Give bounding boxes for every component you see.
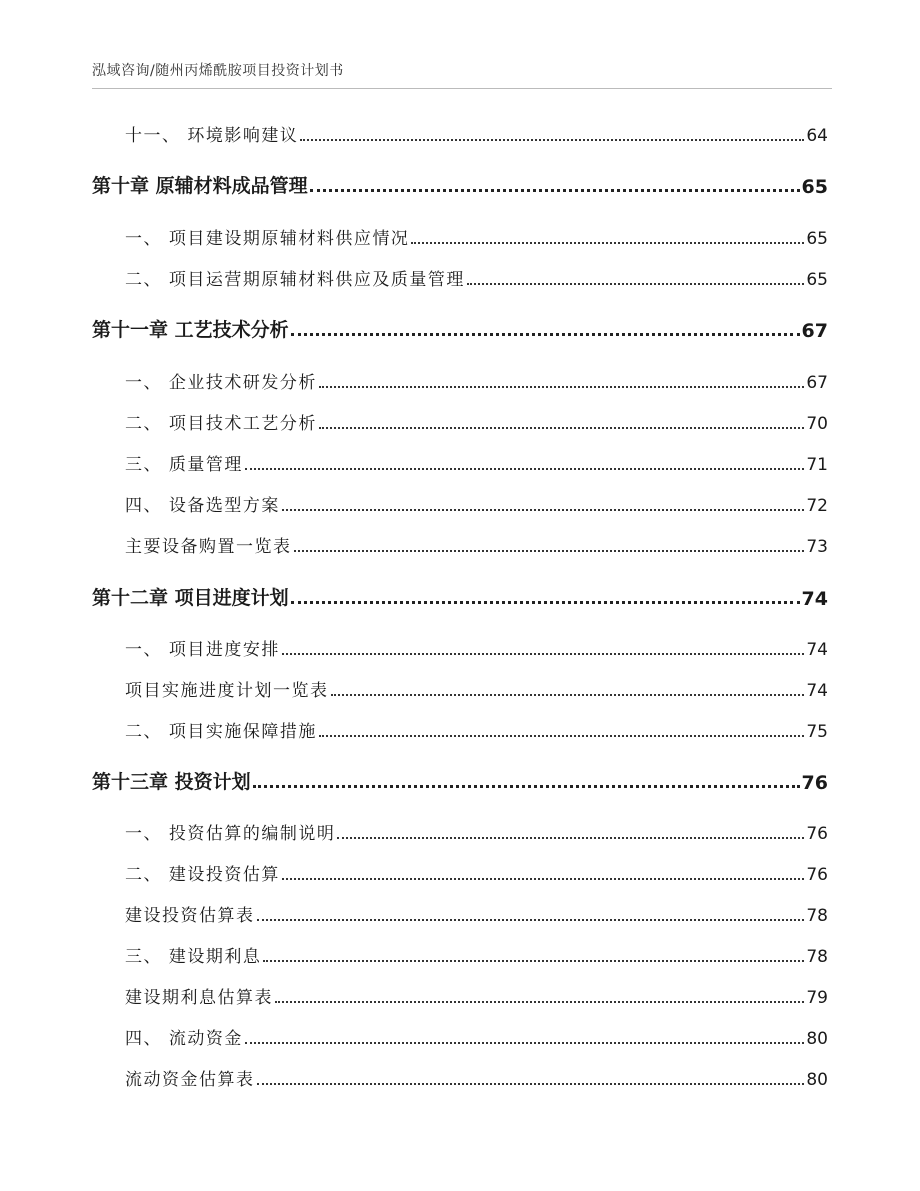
toc-entry-page: 65 [801, 176, 828, 198]
toc-entry-section[interactable] [125, 820, 828, 844]
toc-entry-label: 二、 项目运营期原辅材料供应及质量管理 [125, 270, 465, 290]
toc-entry-section[interactable] [125, 718, 828, 742]
toc-entry-label: 建设投资估算表 [125, 906, 255, 926]
dot-leader [282, 653, 804, 655]
dot-leader [253, 785, 800, 788]
dot-leader [294, 550, 805, 552]
toc-entry-page: 79 [806, 988, 828, 1008]
toc-entry-section[interactable] [125, 369, 828, 393]
toc-entry-label: 建设期利息估算表 [125, 988, 273, 1008]
toc-entry-label: 二、 项目实施保障措施 [125, 722, 317, 742]
toc-entry-section[interactable] [125, 861, 828, 885]
dot-leader [300, 139, 804, 141]
toc-entry-label: 项目实施进度计划一览表 [125, 681, 329, 701]
toc-entry-table[interactable] [125, 677, 828, 701]
toc-entry-section[interactable] [125, 410, 828, 434]
toc-entry-page: 72 [806, 496, 828, 516]
toc-entry-page: 78 [806, 906, 828, 926]
running-header: 泓域咨询/随州丙烯酰胺项目投资计划书 [92, 60, 832, 89]
toc-entry-section[interactable] [125, 943, 828, 967]
toc-entry-chapter[interactable] [92, 170, 828, 198]
toc-entry-table[interactable] [125, 533, 828, 557]
dot-leader [257, 1083, 805, 1085]
toc-entry-label: 二、 建设投资估算 [125, 865, 280, 885]
toc-entry-section[interactable] [125, 451, 828, 475]
toc-entry-page: 74 [801, 588, 828, 610]
toc-entry-page: 65 [806, 229, 828, 249]
toc-entry-label: 主要设备购置一览表 [125, 537, 292, 557]
toc-entry-label: 三、 建设期利息 [125, 947, 262, 967]
toc-entry-section[interactable] [125, 1025, 828, 1049]
toc-entry-page: 78 [806, 947, 828, 967]
toc-entry-label: 一、 项目进度安排 [125, 640, 280, 660]
toc-entry-label: 第十章 原辅材料成品管理 [92, 175, 308, 197]
toc-entry-section[interactable] [125, 266, 828, 290]
dot-leader [319, 427, 804, 429]
toc-entry-label: 流动资金估算表 [125, 1070, 255, 1090]
toc-entry-label: 一、 投资估算的编制说明 [125, 824, 336, 844]
toc-entry-section[interactable] [125, 636, 828, 660]
toc-entry-table[interactable] [125, 902, 828, 926]
toc-entry-page: 74 [806, 681, 828, 701]
dot-leader [275, 1001, 804, 1003]
dot-leader [257, 919, 805, 921]
dot-leader [310, 189, 800, 192]
toc-entry-page: 76 [806, 824, 828, 844]
toc-entry-page: 64 [806, 126, 828, 146]
dot-leader [319, 735, 804, 737]
dot-leader [337, 837, 804, 839]
toc-entry-page: 75 [806, 722, 828, 742]
toc-entry-page: 65 [806, 270, 828, 290]
toc-entry-page: 74 [806, 640, 828, 660]
dot-leader [282, 509, 804, 511]
toc-entry-page: 70 [806, 414, 828, 434]
toc-entry-page: 71 [806, 455, 828, 475]
dot-leader [245, 1042, 804, 1044]
toc-entry-label: 四、 流动资金 [125, 1029, 243, 1049]
toc-entry-table[interactable] [125, 1066, 828, 1090]
dot-leader [291, 601, 800, 604]
toc-entry-section[interactable] [125, 492, 828, 516]
toc-entry-chapter[interactable] [92, 582, 828, 610]
dot-leader [263, 960, 804, 962]
dot-leader [291, 333, 800, 336]
toc-entry-page: 80 [806, 1029, 828, 1049]
toc-entry-page: 67 [806, 373, 828, 393]
dot-leader [331, 694, 805, 696]
toc-entry-section[interactable] [125, 225, 828, 249]
toc-entry-chapter[interactable] [92, 766, 828, 794]
dot-leader [411, 242, 804, 244]
toc-entry-chapter[interactable] [92, 314, 828, 342]
toc-entry-page: 76 [801, 772, 828, 794]
toc-entry-table[interactable] [125, 984, 828, 1008]
toc-entry-page: 73 [806, 537, 828, 557]
dot-leader [282, 878, 804, 880]
toc-entry-page: 76 [806, 865, 828, 885]
dot-leader [319, 386, 804, 388]
toc-entry-page: 67 [801, 320, 828, 342]
toc-entry-label: 三、 质量管理 [125, 455, 243, 475]
toc-entry-label: 一、 企业技术研发分析 [125, 373, 317, 393]
toc-entry-label: 一、 项目建设期原辅材料供应情况 [125, 229, 410, 249]
toc-entry-section[interactable] [125, 122, 828, 146]
toc-entry-label: 第十三章 投资计划 [92, 771, 251, 793]
toc-entry-page: 80 [806, 1070, 828, 1090]
toc-entry-label: 第十一章 工艺技术分析 [92, 319, 289, 341]
dot-leader [245, 468, 804, 470]
toc-entry-label: 第十二章 项目进度计划 [92, 587, 289, 609]
toc-entry-label: 四、 设备选型方案 [125, 496, 280, 516]
toc-entry-label: 十一、 环境影响建议 [125, 126, 299, 146]
dot-leader [467, 283, 804, 285]
toc-entry-label: 二、 项目技术工艺分析 [125, 414, 317, 434]
